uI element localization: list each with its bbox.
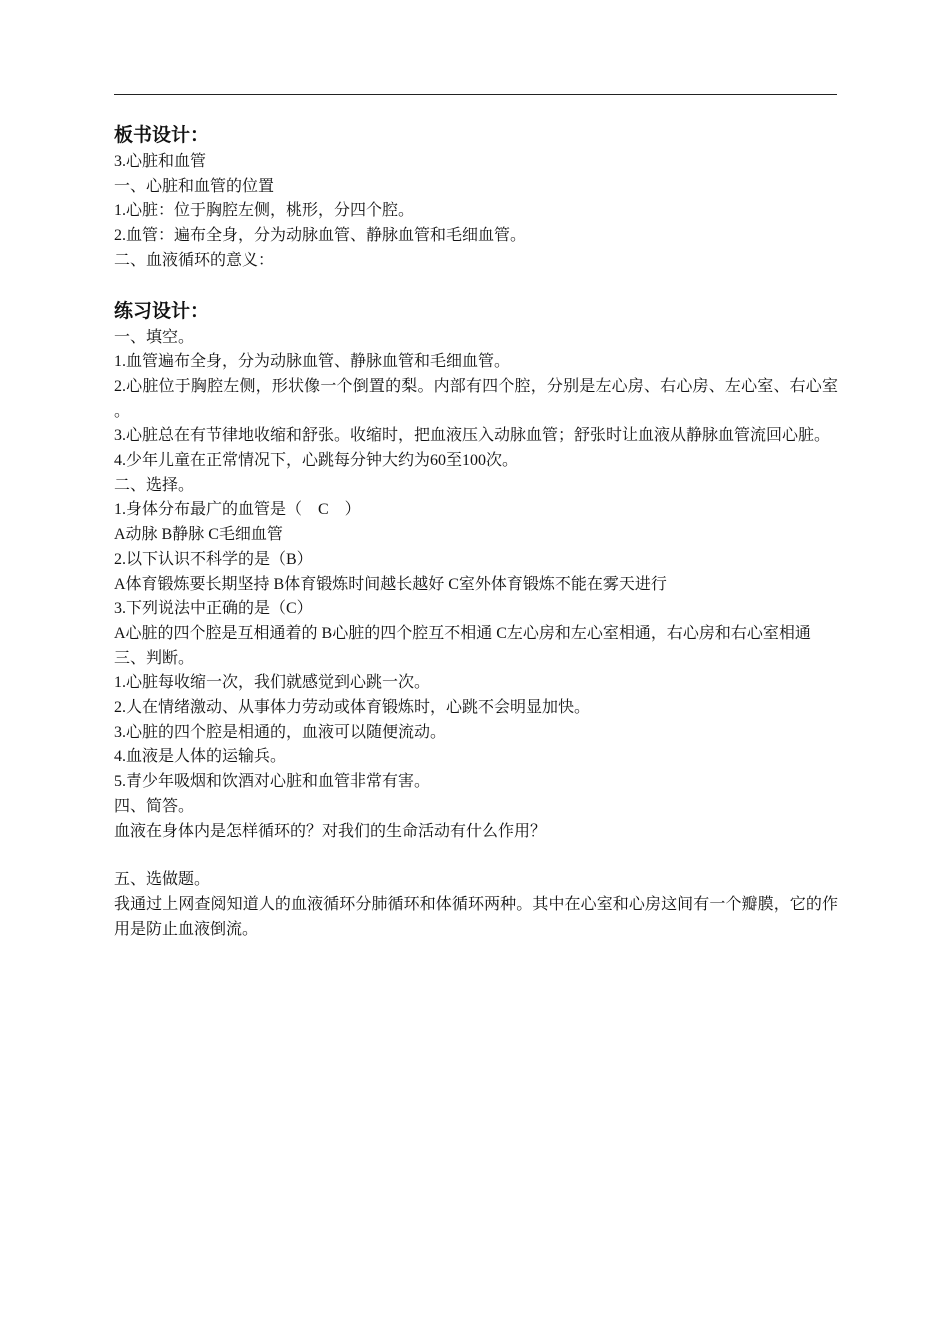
judge-item: 4.血液是人体的运输兵。 [114, 748, 287, 766]
spacer [114, 844, 838, 868]
board-line: 1.心脏：位于胸腔左侧，桃形，分四个腔。 [114, 202, 415, 220]
optional-title: 五、选做题。 [114, 871, 211, 889]
fill-item: 2.心脏位于胸腔左侧，形状像一个倒置的梨。内部有四个腔，分别是左心房、右心房、左心室、右心室 。 [114, 377, 838, 420]
fill-item: 3.心脏总在有节律地收缩和舒张。收缩时，把血液压入动脉血管；舒张时让血液从静脉血管流回心脏。 [114, 427, 831, 445]
practice-heading: 练习设计： [114, 300, 210, 322]
short-answer-question: 血液在身体内是怎样循环的？对我们的生命活动有什么作用？ [114, 822, 547, 840]
board-line: 一、心脏和血管的位置 [114, 177, 275, 195]
judge-item: 5.青少年吸烟和饮酒对心脏和血管非常有害。 [114, 773, 431, 791]
optional-text: 我通过上网查阅知道人的血液循环分肺循环和体循环两种。其中在心室和心房这间有一个瓣膜，它的作用是防止血液倒流。 [114, 895, 838, 938]
board-heading: 板书设计： [114, 125, 210, 146]
judge-item: 2.人在情绪激动、从事体力劳动或体育锻炼时，心跳不会明显加快。 [114, 699, 591, 717]
choice-title: 二、选择。 [114, 476, 195, 494]
judge-item: 3.心脏的四个腔是相通的，血液可以随便流动。 [114, 723, 447, 741]
choice-item: 1.身体分布最广的血管是（ C ） [114, 501, 361, 519]
header-rule [114, 94, 837, 95]
spacer [114, 274, 838, 298]
board-line: 二、血液循环的意义： [114, 251, 275, 269]
choice-item: A心脏的四个腔是互相通着的 B心脏的四个腔互不相通 C左心房和左心室相通，右心房和右心室相通 [114, 624, 811, 642]
choice-item: 2.以下认识不科学的是（B） [114, 550, 313, 568]
choice-item: 3.下列说法中正确的是（C） [114, 600, 313, 618]
board-line: 2.血管：遍布全身，分为动脉血管、静脉血管和毛细血管。 [114, 227, 527, 245]
fill-item: 1.血管遍布全身，分为动脉血管、静脉血管和毛细血管。 [114, 353, 511, 371]
fill-item: 4.少年儿童在正常情况下，心跳每分钟大约为60至100次。 [114, 452, 519, 470]
judge-title: 三、判断。 [114, 649, 195, 667]
choice-item: A动脉 B静脉 C毛细血管 [114, 526, 283, 544]
short-answer-title: 四、简答。 [114, 797, 195, 815]
fill-title: 一、填空。 [114, 328, 195, 346]
choice-item: A体育锻炼要长期坚持 B体育锻炼时间越长越好 C室外体育锻炼不能在雾天进行 [114, 575, 667, 593]
document-body [114, 122, 838, 942]
board-line: 3.心脏和血管 [114, 153, 207, 170]
judge-item: 1.心脏每收缩一次，我们就感觉到心跳一次。 [114, 674, 431, 692]
